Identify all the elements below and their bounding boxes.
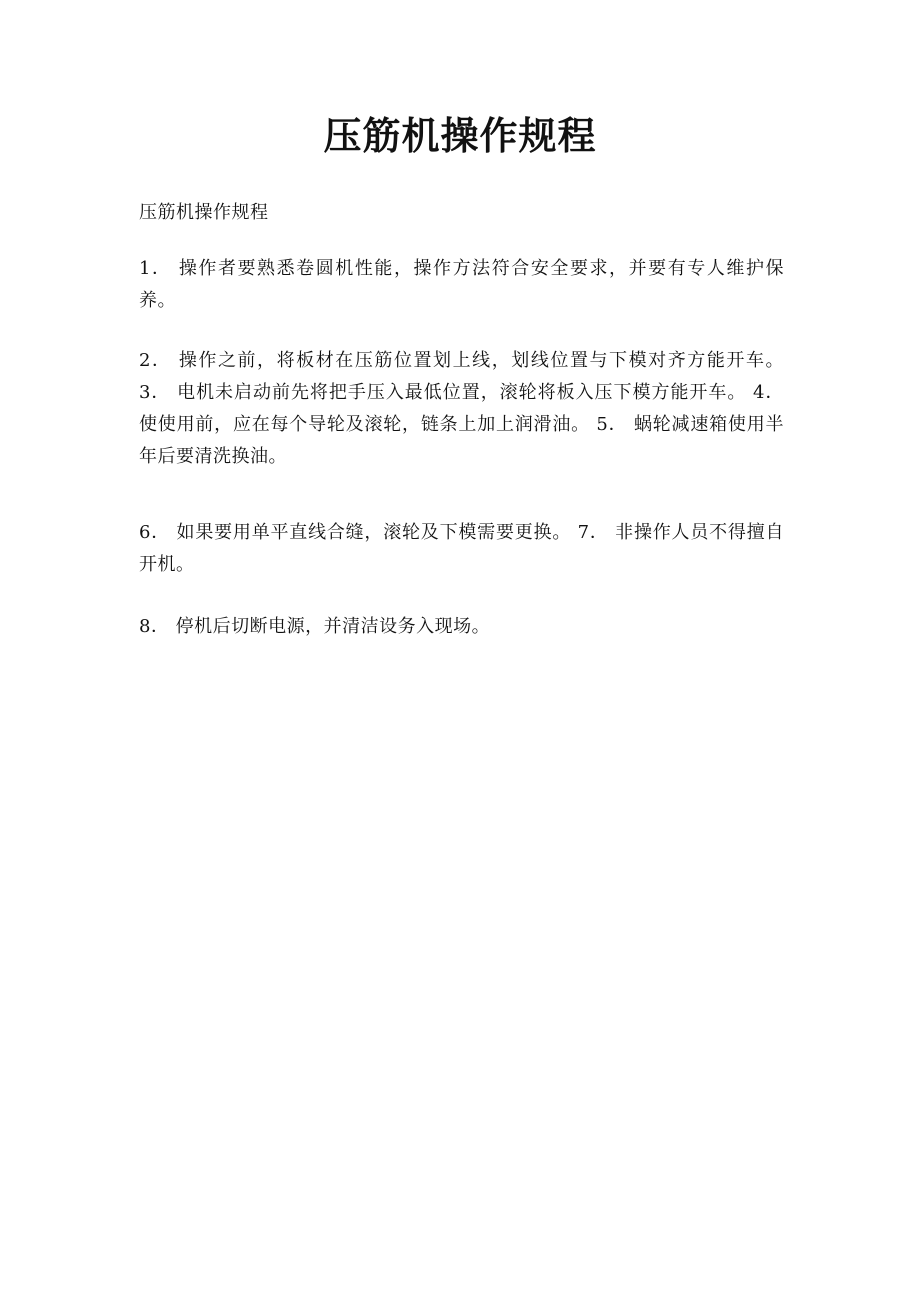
paragraph-2: 2． 操作之前，将板材在压筋位置划上线，划线位置与下模对齐方能开车。 3． 电机未启动前先将把手压入最低位置，滚轮将板入压下模方能开车。 4． 使使用前，应在每个导轮及滚轮，链条上加上润滑油。 5． 蜗轮减速箱使用半年后要清洗换油。 — [139, 350, 784, 467]
page-title: 压筋机操作规程 — [323, 113, 597, 158]
document-subtitle: 压筋机操作规程 — [139, 202, 269, 223]
paragraph-4: 8． 停机后切断电源，并清洁设务入现场。 — [139, 616, 491, 637]
paragraph-1: 1． 操作者要熟悉卷圆机性能，操作方法符合安全要求，并要有专人维护保养。 — [139, 258, 784, 311]
paragraph-3: 6． 如果要用单平直线合缝，滚轮及下模需要更换。 7． 非操作人员不得擅自开机。 — [139, 522, 784, 575]
